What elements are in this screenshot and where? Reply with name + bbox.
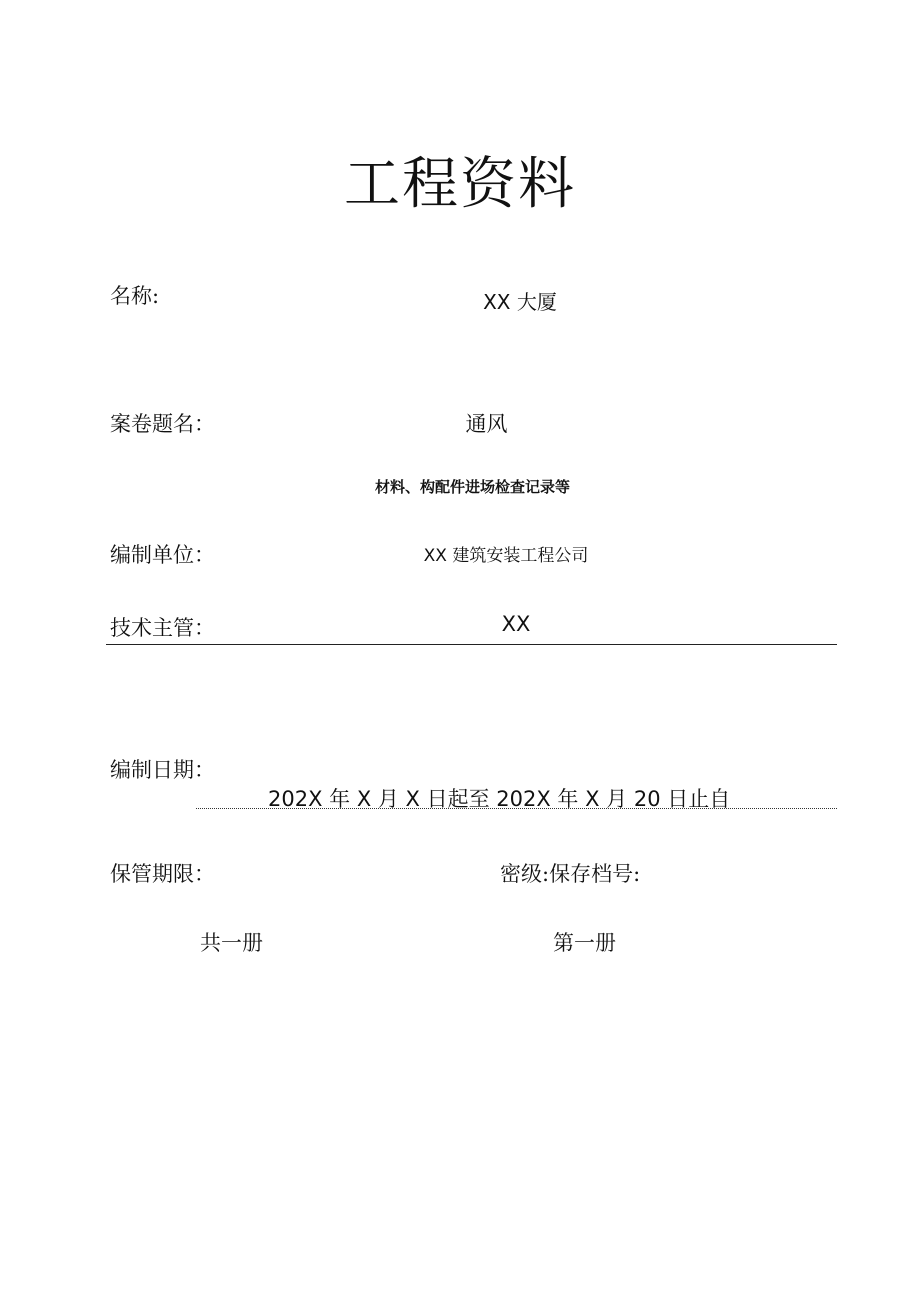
volume-title-label: 案卷题名： [110, 412, 215, 436]
document-title: 工程资料 [344, 152, 576, 217]
security-level-label: 密级:保存档号: [500, 862, 641, 886]
technical-supervisor-value: XX [501, 612, 531, 636]
compiling-unit-value: XX 建筑安装工程公司 [423, 546, 589, 566]
retention-period-label: 保管期限： [110, 862, 215, 886]
technical-supervisor-underline [106, 644, 837, 645]
project-name-value: XX 大厦 [483, 290, 557, 314]
compile-date-underline [196, 808, 837, 809]
volume-title-value: 通风 [465, 412, 508, 436]
compile-date-value: 202X 年 X 月 X 日起至 202X 年 X 月 20 日止自 [268, 787, 731, 811]
this-volume-number: 第一册 [553, 931, 616, 955]
compile-date-label: 编制日期： [110, 758, 215, 782]
compiling-unit-label: 编制单位： [110, 543, 215, 567]
technical-supervisor-label: 技术主管： [110, 616, 215, 640]
project-name-label: 名称: [110, 284, 160, 308]
total-volumes: 共一册 [200, 931, 263, 955]
volume-subtitle: 材料、构配件进场检查记录等 [374, 478, 570, 496]
